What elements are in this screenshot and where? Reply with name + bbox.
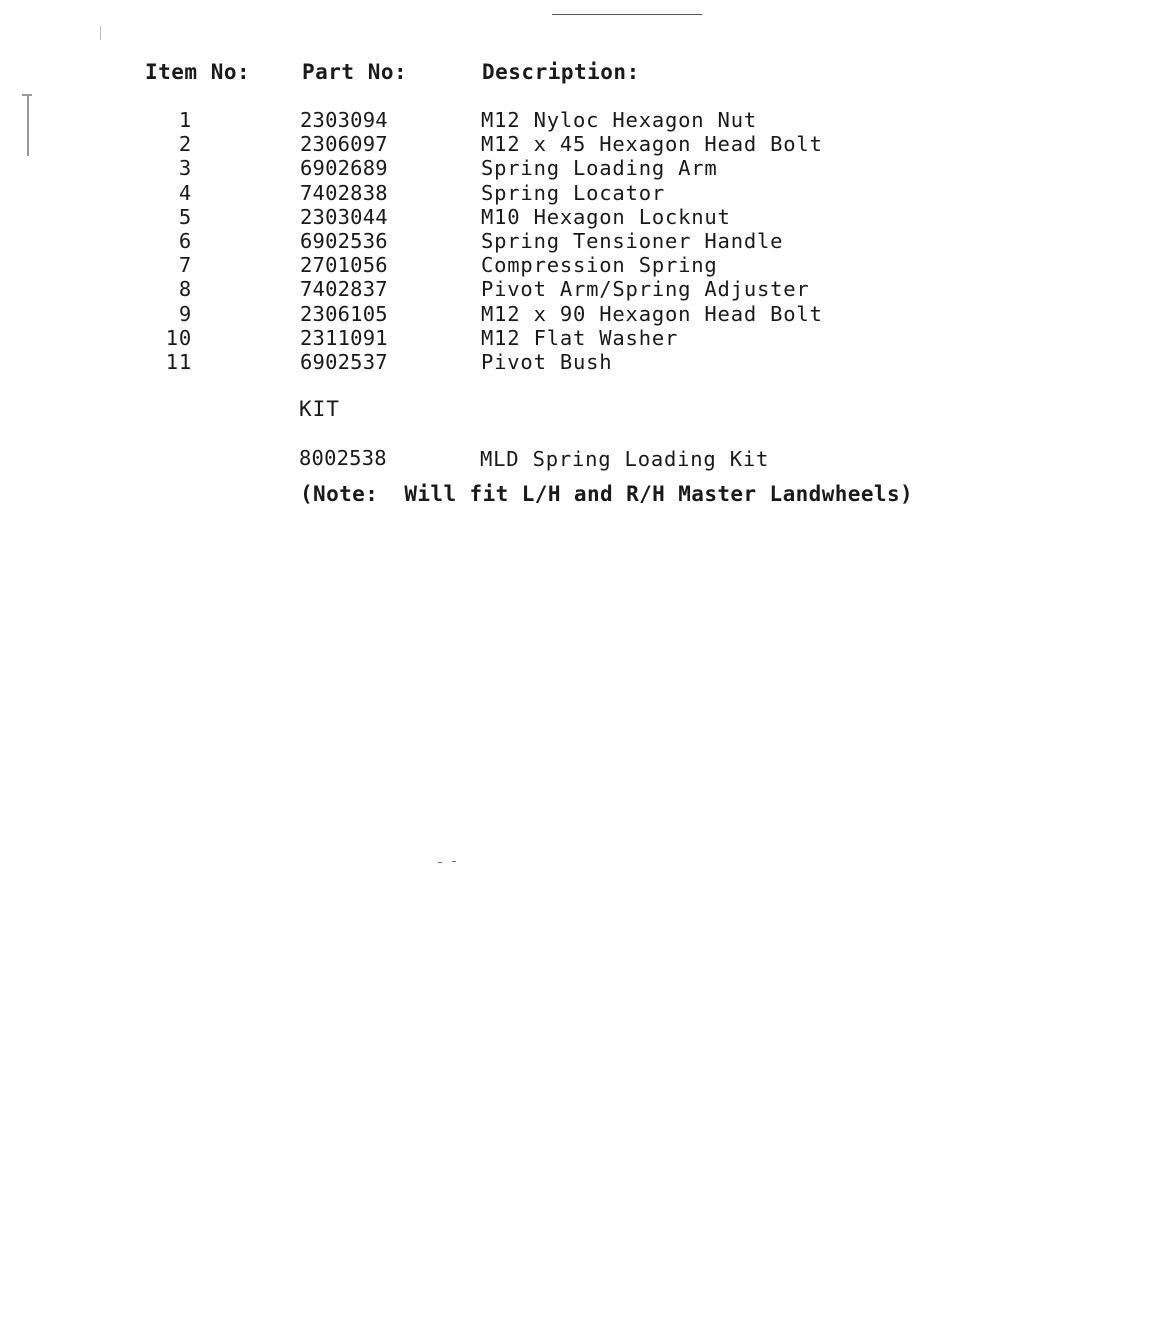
part-number: 6902537: [300, 349, 388, 374]
parts-row: [0, 132, 1152, 156]
part-description: M12 Flat Washer: [481, 325, 679, 350]
kit-label: KIT: [299, 397, 340, 421]
part-description: Spring Tensioner Handle: [481, 228, 784, 253]
scan-mark: [438, 862, 442, 863]
part-number: 7402837: [300, 277, 388, 302]
scan-mark: [452, 861, 456, 862]
fitment-note: (Note: Will fit L/H and R/H Master Landwheels): [300, 482, 914, 506]
item-number: 2: [178, 132, 192, 157]
parts-list: [0, 108, 1152, 374]
parts-row: [0, 350, 1152, 374]
parts-row: [0, 229, 1152, 253]
part-description: Spring Loading Arm: [481, 156, 718, 181]
parts-row: [0, 181, 1152, 205]
kit-part-number: 8002538: [299, 446, 387, 470]
item-number: 11: [165, 349, 192, 374]
item-number: 3: [178, 156, 192, 181]
part-number: 2303044: [300, 204, 388, 229]
description-header: Description:: [482, 60, 640, 84]
part-description: Pivot Bush: [481, 349, 613, 374]
part-number: 2306097: [300, 132, 388, 157]
parts-row: [0, 302, 1152, 326]
parts-row: [0, 156, 1152, 180]
part-number: 2303094: [300, 108, 388, 132]
item-number: 9: [178, 301, 192, 326]
part-number: 2701056: [300, 253, 388, 278]
item-number: 7: [178, 253, 192, 278]
parts-row: [0, 326, 1152, 350]
part-number: 7402838: [300, 180, 388, 205]
item-number: 1: [178, 108, 192, 132]
part-number: 6902536: [300, 228, 388, 253]
kit-description: MLD Spring Loading Kit: [480, 447, 770, 471]
part-number: 2306105: [300, 301, 388, 326]
part-description: Spring Locator: [481, 180, 665, 205]
item-number: 4: [178, 180, 192, 205]
part-description: Pivot Arm/Spring Adjuster: [481, 277, 810, 302]
item-no-header: Item No:: [145, 60, 251, 84]
item-number: 10: [165, 325, 192, 350]
parts-row: [0, 253, 1152, 277]
part-number: 6902689: [300, 156, 388, 181]
parts-row: [0, 108, 1152, 132]
scan-mark: [22, 94, 32, 96]
part-description: M12 x 90 Hexagon Head Bolt: [481, 301, 823, 326]
part-description: M12 Nyloc Hexagon Nut: [481, 108, 757, 132]
top-rule: [552, 14, 702, 15]
part-no-header: Part No:: [302, 60, 408, 84]
scan-mark: [100, 26, 101, 40]
part-description: M12 x 45 Hexagon Head Bolt: [481, 132, 823, 157]
part-description: Compression Spring: [481, 253, 718, 278]
item-number: 8: [178, 277, 192, 302]
part-description: M10 Hexagon Locknut: [481, 204, 731, 229]
item-number: 6: [178, 228, 192, 253]
parts-row: [0, 205, 1152, 229]
parts-row: [0, 277, 1152, 301]
item-number: 5: [178, 204, 192, 229]
part-number: 2311091: [300, 325, 388, 350]
